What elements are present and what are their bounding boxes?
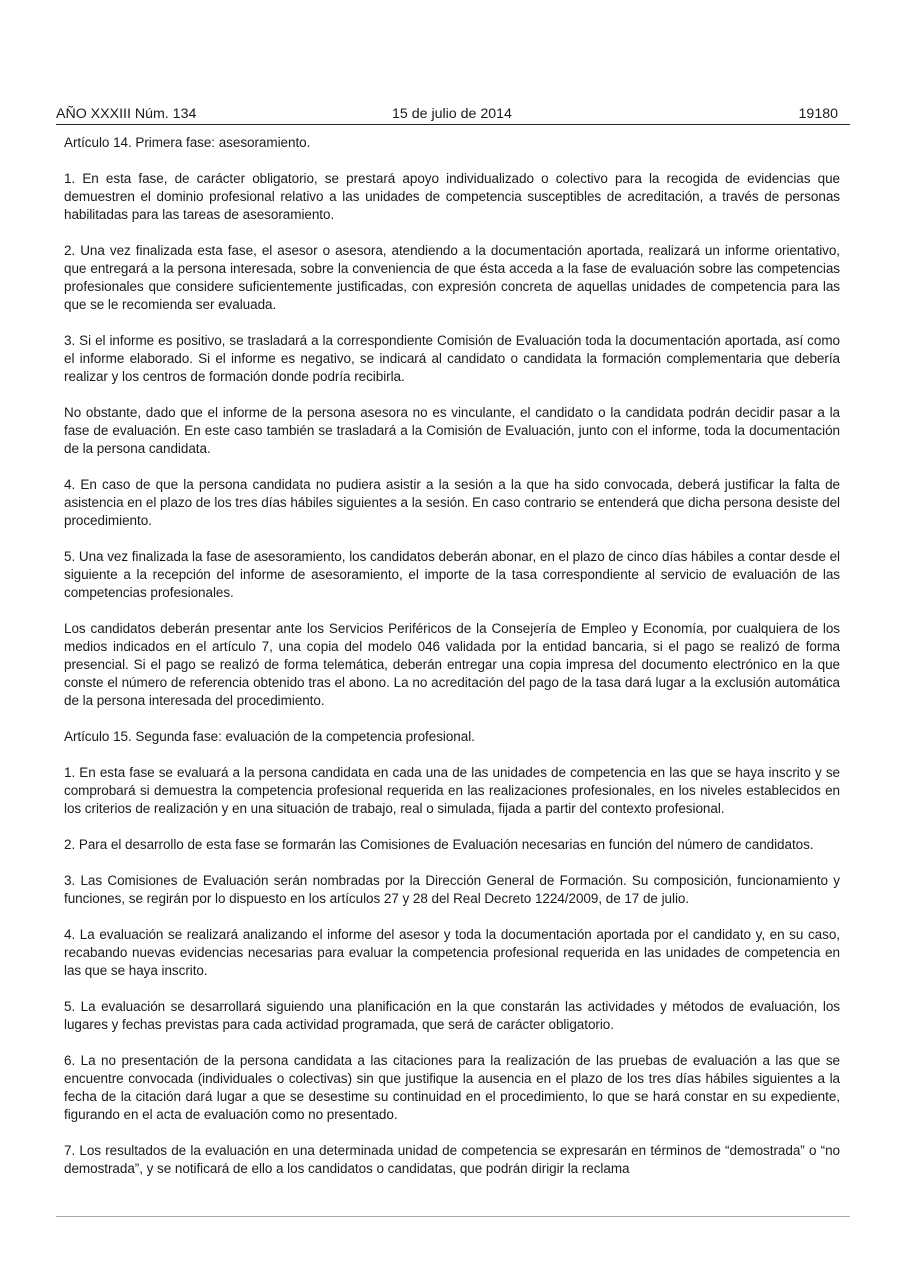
paragraph: 4. La evaluación se realizará analizando el informe del asesor y toda la documentación aportada por el candidato y, en su caso, recabando nuevas evidencias necesarias para evaluar la competencia profesional requerida en las unidades de competencia en las que se haya inscrito. [64,927,840,978]
paragraph: Los candidatos deberán presentar ante los Servicios Periféricos de la Consejería de Empleo y Economía, por cualquiera de los medios indicados en el artículo 7, una copia del modelo 046 validada por la entidad bancaria, si el pago se realizó de forma presencial. Si el pago se realizó de forma telemática, deberán entregar una copia impresa del documento electrónico en la que conste el número de referencia obtenido tras el abono. La no acreditación del pago de la tasa dará lugar a la exclusión automática de la persona interesada del procedimiento. [64,621,840,708]
paragraph: No obstante, dado que el informe de la persona asesora no es vinculante, el candidato o la candidata podrán decidir pasar a la fase de evaluación. En este caso también se trasladará a la Comisión de Evaluación, junto con el informe, toda la documentación de la persona candidata. [64,405,840,456]
page-number: 19180 [798,106,838,122]
page-bottom-rule [56,1216,850,1217]
article-heading: Artículo 14. Primera fase: asesoramiento. [64,135,311,150]
paragraph: 1. En esta fase, de carácter obligatorio, se prestará apoyo individualizado o colectivo para la recogida de evidencias que demuestren el dominio profesional relativo a las unidades de competencia susceptibles de acreditación, a través de personas habilitadas para las tareas de asesoramiento. [64,171,840,222]
paragraph: 2. Una vez finalizada esta fase, el asesor o asesora, atendiendo a la documentación aportada, realizará un informe orientativo, que entregará a la persona interesada, sobre la conveniencia de que ésta acceda a la fase de evaluación sobre las competencias profesionales que considere suficientemente justificadas, con expresión concreta de aquellas unidades de competencia para las que se le recomienda ser evaluada. [64,243,840,312]
paragraph: 6. La no presentación de la persona candidata a las citaciones para la realización de las pruebas de evaluación a las que se encuentre convocada (individuales o colectivas) sin que justifique la ausencia en el plazo de los tres días hábiles siguientes a la fecha de la citación dará lugar a que se desestime su continuidad en el procedimiento, lo que se hará constar en su expediente, figurando en el acta de evaluación como no presentado. [64,1053,840,1122]
document-body [64,134,840,1178]
page-header [56,104,850,125]
publication-date: 15 de julio de 2014 [392,106,512,122]
paragraph: 4. En caso de que la persona candidata no pudiera asistir a la sesión a la que ha sido convocada, deberá justificar la falta de asistencia en el plazo de los tres días hábiles siguientes a la sesión. En caso contrario se entenderá que dicha persona desiste del procedimiento. [64,477,840,528]
paragraph: 7. Los resultados de la evaluación en una determinada unidad de competencia se expresarán en términos de “demostrada” o “no demostrada”, y se notificará de ello a los candidatos o candidatas, que podrán dirigir la reclama [64,1143,840,1176]
paragraph: 3. Las Comisiones de Evaluación serán nombradas por la Dirección General de Formación. Su composición, funcionamiento y funciones, se regirán por lo dispuesto en los artículos 27 y 28 del Real Decreto 1224/2009, de 17 de julio. [64,873,840,906]
paragraph: 5. Una vez finalizada la fase de asesoramiento, los candidatos deberán abonar, en el plazo de cinco días hábiles a contar desde el siguiente a la recepción del informe de asesoramiento, el importe de la tasa correspondiente al servicio de evaluación de las competencias profesionales. [64,549,840,600]
paragraph: 2. Para el desarrollo de esta fase se formarán las Comisiones de Evaluación necesarias en función del número de candidatos. [64,837,814,852]
bulletin-issue: AÑO XXXIII Núm. 134 [56,106,197,122]
paragraph: 1. En esta fase se evaluará a la persona candidata en cada una de las unidades de competencia en las que se haya inscrito y se comprobará si demuestra la competencia profesional requerida en las realizaciones profesionales, en los niveles establecidos en los criterios de realización y en una situación de trabajo, real o simulada, fijada a partir del contexto profesional. [64,765,840,816]
paragraph: 5. La evaluación se desarrollará siguiendo una planificación en la que constarán las actividades y métodos de evaluación, los lugares y fechas previstas para cada actividad programada, que será de carácter obligatorio. [64,999,840,1032]
article-heading: Artículo 15. Segunda fase: evaluación de la competencia profesional. [64,729,475,744]
paragraph: 3. Si el informe es positivo, se trasladará a la correspondiente Comisión de Evaluación toda la documentación aportada, así como el informe elaborado. Si el informe es negativo, se indicará al candidato o candidata la formación complementaria que debería realizar y los centros de formación donde podría recibirla. [64,333,840,384]
